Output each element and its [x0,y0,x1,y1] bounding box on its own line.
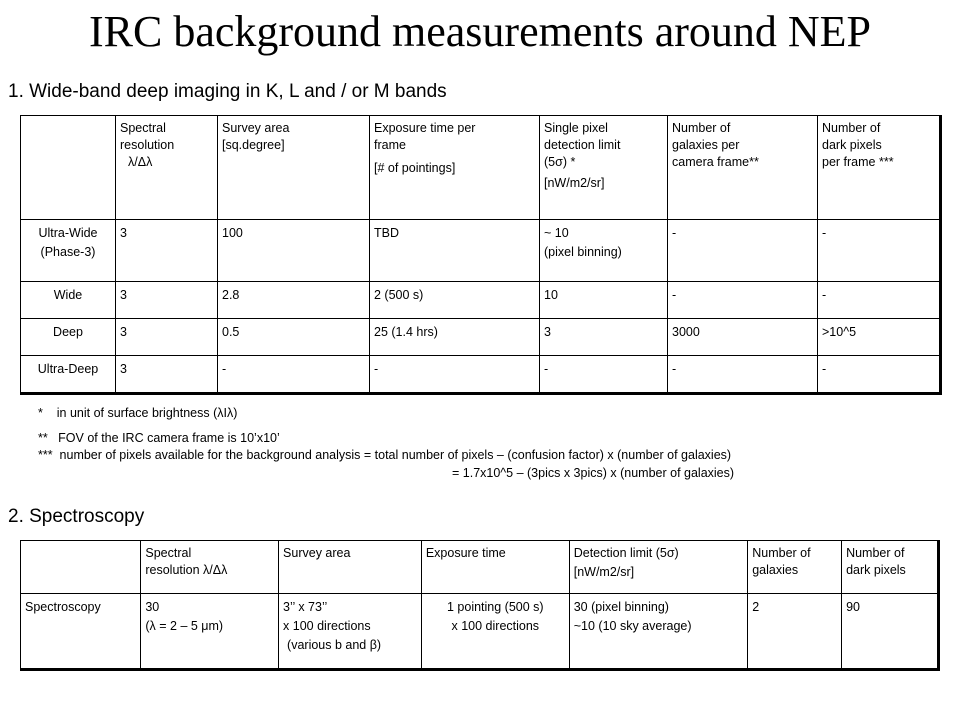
table-cell: 3 [116,220,218,282]
footnote-surface-brightness: * in unit of surface brightness (λIλ) [38,406,238,420]
table-cell: - [818,282,941,319]
table-cell: TBD [370,220,540,282]
table-cell: 30 (λ = 2 – 5 μm) [141,594,279,670]
section-heading-imaging: 1. Wide-band deep imaging in K, L and / or M bands [8,81,447,102]
table-cell: 90 [842,594,939,670]
table-cell: - [218,356,370,394]
table-cell: 2 [748,594,842,670]
header-cell: Survey area [sq.degree] [218,116,370,220]
header-cell: Number of galaxies [748,541,842,594]
table-cell: 1 pointing (500 s) x 100 directions [421,594,569,670]
table-cell: 30 (pixel binning) ~10 (10 sky average) [569,594,748,670]
row-label: Ultra-Deep [21,356,116,394]
table-cell: - [370,356,540,394]
table-row [21,594,939,670]
header-cell: Spectral resolution λ/Δλ [116,116,218,220]
footnote-dark-pixels: *** number of pixels available for the background analysis = total number of pixels – (confusion factor) x (number of galaxies) [38,448,732,462]
table-cell: 3000 [668,319,818,356]
header-cell: Spectral resolution λ/Δλ [141,541,279,594]
header-cell: Number of galaxies per camera frame** [668,116,818,220]
table-cell: - [668,356,818,394]
row-label: Ultra-Wide (Phase-3) [21,220,116,282]
header-cell: Exposure time [421,541,569,594]
header-cell: Number of dark pixels per frame *** [818,116,941,220]
table-cell: 3 [116,319,218,356]
table-header-row [21,116,941,220]
table-cell: 0.5 [218,319,370,356]
table-header-row [21,541,939,594]
spectroscopy-table [20,540,940,671]
table-cell: - [668,282,818,319]
table-row [21,282,941,319]
header-cell: Detection limit (5σ) [nW/m2/sr] [569,541,748,594]
header-cell: Single pixel detection limit (5σ) * [nW/m2/sr] [540,116,668,220]
table-cell: 2.8 [218,282,370,319]
table-cell: 25 (1.4 hrs) [370,319,540,356]
header-cell-empty [21,541,141,594]
table-cell: 3 [116,282,218,319]
table-cell: - [540,356,668,394]
row-label: Spectroscopy [21,594,141,670]
footnote-dark-pixels-formula: = 1.7x10^5 – (3pics x 3pics) x (number of galaxies) [452,466,735,480]
table-cell: - [818,356,941,394]
imaging-table [20,115,942,395]
row-label: Deep [21,319,116,356]
header-cell: Survey area [279,541,422,594]
table-cell: 3’’ x 73’’ x 100 directions (various b and β) [279,594,422,670]
table-cell: 2 (500 s) [370,282,540,319]
table-cell: ~ 10 (pixel binning) [540,220,668,282]
table-cell: 100 [218,220,370,282]
header-cell: Number of dark pixels [842,541,939,594]
table-row [21,220,941,282]
table-cell: >10^5 [818,319,941,356]
header-cell: Exposure time per frame [# of pointings] [370,116,540,220]
table-row [21,356,941,394]
section-heading-spectroscopy: 2. Spectroscopy [8,506,145,527]
table-cell: 3 [540,319,668,356]
footnote-fov: ** FOV of the IRC camera frame is 10’x10’ [38,431,280,445]
table-row [21,319,941,356]
table-cell: - [818,220,941,282]
row-label: Wide [21,282,116,319]
table-cell: 10 [540,282,668,319]
header-cell-empty [21,116,116,220]
table-cell: - [668,220,818,282]
page-title: IRC background measurements around NEP [88,7,872,56]
table-cell: 3 [116,356,218,394]
